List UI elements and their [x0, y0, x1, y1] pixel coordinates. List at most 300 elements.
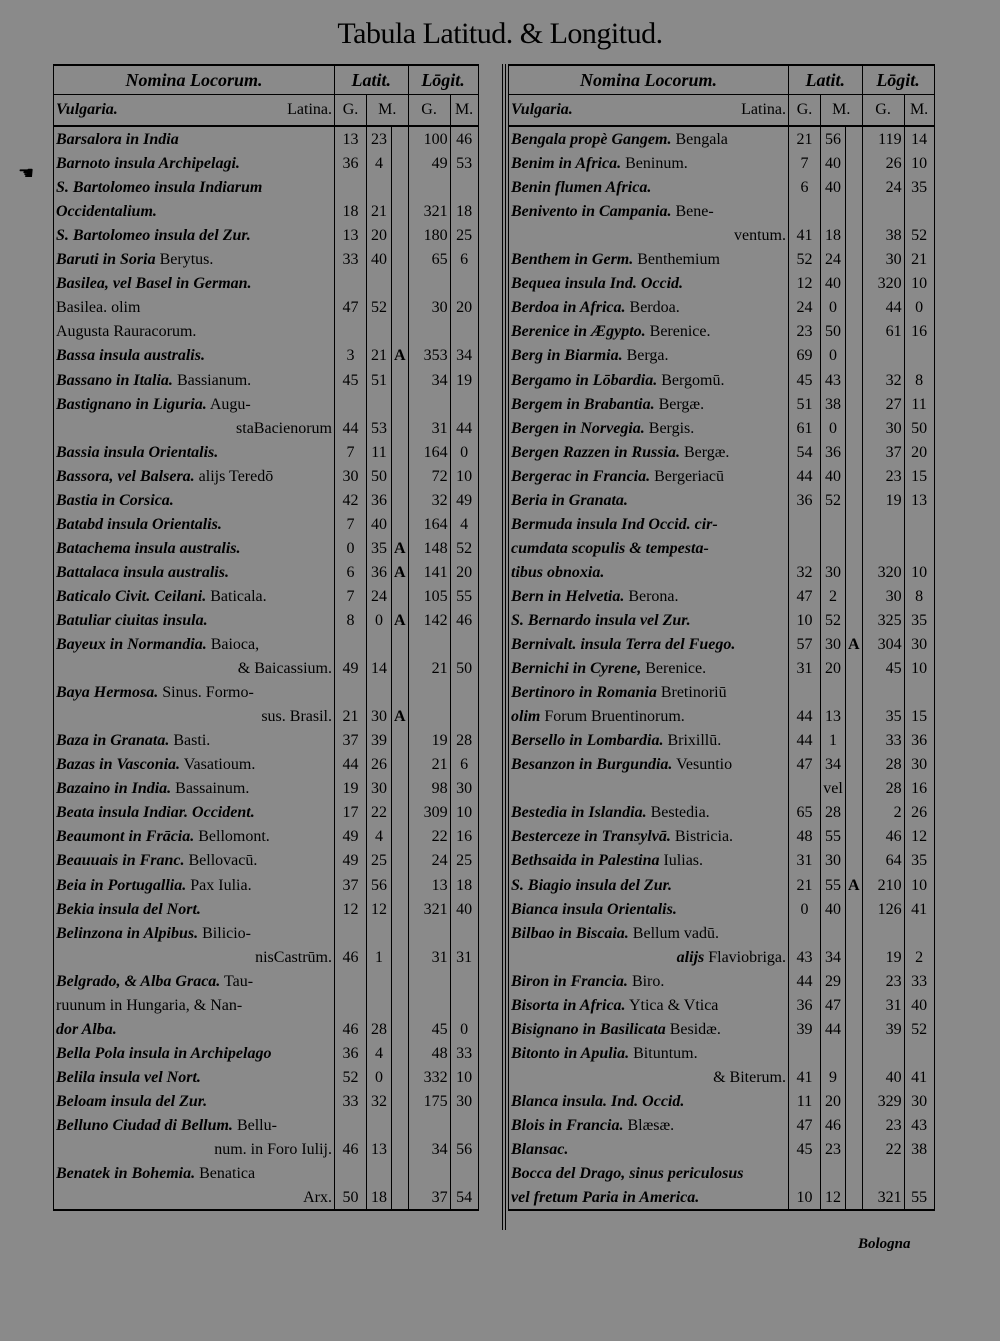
vulgar-name: Beata insula Indiar. Occident. — [56, 804, 255, 822]
place-name-cell — [54, 247, 335, 271]
table-row — [54, 1089, 479, 1113]
lat-minutes: 14 — [367, 656, 392, 680]
lat-degrees — [789, 199, 821, 223]
austral-mark — [392, 945, 409, 969]
austral-mark — [392, 800, 409, 824]
lat-minutes: 30 — [367, 704, 392, 728]
lat-minutes: 39 — [367, 728, 392, 752]
place-name-cell — [509, 319, 789, 343]
table-row — [509, 1017, 935, 1041]
long-minutes: 10 — [904, 872, 934, 896]
lat-minutes — [367, 632, 392, 656]
vulgar-name: Benin flumen Africa. — [511, 179, 652, 197]
header-latit: Latit. — [789, 65, 863, 95]
lat-degrees — [335, 271, 367, 295]
austral-mark — [392, 752, 409, 776]
vulgar-name: Bergerac in Francia. — [511, 467, 651, 485]
vulgar-name: Bazas in Vasconia. — [56, 756, 181, 774]
header-lat-g: G. — [789, 95, 821, 127]
table-row — [509, 1065, 935, 1089]
austral-mark — [392, 584, 409, 608]
table-row — [54, 800, 479, 824]
place-name-cell — [509, 151, 789, 175]
long-degrees: 325 — [862, 608, 904, 632]
lat-degrees: 44 — [335, 752, 367, 776]
place-name-cell — [54, 632, 335, 656]
austral-mark — [392, 247, 409, 271]
right-table — [508, 64, 935, 1211]
austral-mark — [846, 175, 863, 199]
header-long-g: G. — [408, 95, 450, 127]
header-vulgaria: Vulgaria. — [511, 101, 573, 118]
table-row — [54, 824, 479, 848]
place-name-cell — [509, 126, 789, 151]
vulgar-name: Besanzon in Burgundia. — [511, 756, 673, 774]
lat-degrees: 21 — [335, 704, 367, 728]
table-row — [54, 536, 479, 560]
austral-mark: A — [392, 560, 409, 584]
table-row — [509, 199, 935, 223]
austral-mark — [392, 776, 409, 800]
vulgar-name: Beia in Portugallia. — [56, 876, 187, 894]
long-minutes: 30 — [904, 1089, 934, 1113]
vulgar-name: Bengala propè Gangem. — [511, 131, 672, 149]
long-degrees: 309 — [408, 800, 450, 824]
latin-name: Ytica & Vtica — [628, 996, 719, 1014]
vulgar-name: Bisignano in Basilicata — [511, 1020, 666, 1038]
austral-mark — [846, 993, 863, 1017]
vulgar-name: Bazaino in India. — [56, 780, 172, 798]
place-name-cell — [54, 319, 335, 343]
lat-degrees — [335, 1161, 367, 1185]
lat-minutes: 34 — [821, 752, 846, 776]
long-degrees — [862, 1161, 904, 1185]
table-row — [509, 728, 935, 752]
header-lat-m: M. — [367, 95, 409, 127]
austral-mark — [846, 1113, 863, 1137]
coordinates-table — [53, 64, 946, 1230]
long-degrees: 32 — [408, 488, 450, 512]
long-minutes: 2 — [904, 945, 934, 969]
lat-degrees — [789, 1161, 821, 1185]
lat-degrees: 6 — [789, 175, 821, 199]
lat-degrees: 44 — [335, 416, 367, 440]
place-name-cell — [509, 223, 789, 247]
long-minutes: 10 — [450, 1065, 478, 1089]
long-minutes: 0 — [450, 1017, 478, 1041]
lat-minutes: 36 — [367, 488, 392, 512]
place-name-cell — [509, 1137, 789, 1161]
lat-minutes: 36 — [367, 560, 392, 584]
long-minutes — [450, 392, 478, 416]
table-row — [509, 824, 935, 848]
place-name-cell — [54, 800, 335, 824]
lat-degrees: 49 — [335, 824, 367, 848]
long-degrees: 27 — [862, 392, 904, 416]
place-name-cell — [54, 512, 335, 536]
long-minutes: 46 — [450, 126, 478, 151]
lat-minutes: 53 — [367, 416, 392, 440]
place-name-cell — [509, 247, 789, 271]
austral-mark — [392, 1017, 409, 1041]
vulgar-name: S. Bernardo insula vel Zur. — [511, 611, 691, 629]
lat-minutes: 0 — [367, 1065, 392, 1089]
long-degrees: 320 — [862, 560, 904, 584]
lat-minutes: 23 — [367, 126, 392, 151]
long-degrees: 46 — [862, 824, 904, 848]
long-minutes — [904, 1041, 934, 1065]
austral-mark — [846, 776, 863, 800]
latin-name: & Biterum. — [713, 1068, 786, 1086]
latin-name: Bellovacū. — [188, 852, 258, 870]
austral-mark — [846, 367, 863, 391]
place-name-cell — [509, 536, 789, 560]
table-row — [54, 921, 479, 945]
lat-degrees: 21 — [789, 872, 821, 896]
long-degrees: 2 — [862, 800, 904, 824]
lat-minutes: 18 — [367, 1185, 392, 1210]
long-minutes: 10 — [904, 656, 934, 680]
latin-name: Vesuntio — [676, 756, 733, 774]
lat-minutes: 50 — [367, 464, 392, 488]
long-degrees: 21 — [408, 656, 450, 680]
lat-degrees — [789, 680, 821, 704]
long-degrees: 40 — [862, 1065, 904, 1089]
long-minutes: 10 — [450, 800, 478, 824]
austral-mark — [846, 969, 863, 993]
place-name-cell — [54, 680, 335, 704]
vulgar-name: Basilea, vel Basel in German. — [56, 275, 252, 293]
long-degrees: 22 — [408, 824, 450, 848]
long-minutes: 31 — [450, 945, 478, 969]
long-minutes: 0 — [904, 295, 934, 319]
latin-name: Bergomū. — [661, 371, 725, 389]
latin-name: Bene- — [675, 203, 714, 221]
lat-degrees: 50 — [335, 1185, 367, 1210]
long-degrees: 119 — [862, 126, 904, 151]
lat-minutes: 20 — [821, 656, 846, 680]
austral-mark — [392, 440, 409, 464]
long-degrees: 28 — [862, 752, 904, 776]
lat-minutes: 30 — [821, 632, 846, 656]
table-row — [509, 416, 935, 440]
latin-name: Berytus. — [159, 251, 214, 269]
long-minutes: 13 — [904, 488, 934, 512]
long-minutes: 44 — [450, 416, 478, 440]
lat-degrees: 49 — [335, 656, 367, 680]
vulgar-name: Bassora, vel Balsera. — [56, 467, 195, 485]
long-degrees: 31 — [408, 416, 450, 440]
vulgar-name: Besterceze in Transylvā. — [511, 828, 671, 846]
place-name-cell — [54, 367, 335, 391]
place-name-cell — [54, 897, 335, 921]
long-degrees — [408, 921, 450, 945]
lat-minutes: 26 — [367, 752, 392, 776]
long-minutes: 8 — [904, 367, 934, 391]
lat-degrees — [789, 921, 821, 945]
place-name-cell — [54, 1017, 335, 1041]
long-degrees: 23 — [862, 969, 904, 993]
long-degrees: 37 — [862, 440, 904, 464]
place-name-cell — [54, 175, 335, 199]
long-degrees: 329 — [862, 1089, 904, 1113]
place-name-cell — [509, 728, 789, 752]
table-row — [54, 1041, 479, 1065]
austral-mark — [846, 295, 863, 319]
long-degrees: 30 — [862, 584, 904, 608]
lat-minutes: 44 — [821, 1017, 846, 1041]
austral-mark — [392, 295, 409, 319]
vulgar-name: S. Biagio insula del Zur. — [511, 876, 672, 894]
long-minutes: 43 — [904, 1113, 934, 1137]
lat-minutes: 21 — [367, 343, 392, 367]
long-minutes — [904, 343, 934, 367]
lat-minutes: 0 — [821, 343, 846, 367]
lat-minutes: vel — [821, 776, 846, 800]
long-degrees — [408, 969, 450, 993]
lat-degrees — [789, 1041, 821, 1065]
lat-degrees: 45 — [335, 367, 367, 391]
lat-minutes: 36 — [821, 440, 846, 464]
table-row — [54, 440, 479, 464]
austral-mark — [846, 752, 863, 776]
long-minutes: 53 — [450, 151, 478, 175]
table-row — [54, 680, 479, 704]
lat-minutes: 30 — [821, 560, 846, 584]
lat-minutes: 2 — [821, 584, 846, 608]
table-row — [509, 921, 935, 945]
vulgar-name: Bernivalt. insula Terra del Fuego. — [511, 636, 736, 654]
vulgar-name: olim — [511, 708, 541, 726]
lat-minutes — [821, 1041, 846, 1065]
long-degrees: 164 — [408, 440, 450, 464]
table-row — [509, 151, 935, 175]
lat-minutes — [367, 969, 392, 993]
lat-degrees — [335, 680, 367, 704]
latin-name: Bretinoriū — [660, 684, 727, 702]
lat-minutes — [367, 1113, 392, 1137]
lat-degrees — [335, 921, 367, 945]
long-minutes: 30 — [904, 752, 934, 776]
place-name-cell — [54, 536, 335, 560]
place-name-cell — [509, 824, 789, 848]
place-name-cell — [509, 752, 789, 776]
long-degrees: 321 — [408, 897, 450, 921]
pointing-hand-icon: ☚ — [18, 163, 35, 183]
table-row — [54, 1161, 479, 1185]
vulgar-name: Bekia insula del Nort. — [56, 900, 201, 918]
lat-degrees — [789, 512, 821, 536]
table-row — [509, 752, 935, 776]
header-nomina: Nomina Locorum. — [54, 65, 335, 95]
lat-minutes: 52 — [367, 295, 392, 319]
place-name-cell — [54, 969, 335, 993]
header-latina: Latina. — [741, 101, 786, 118]
lat-minutes: 55 — [821, 872, 846, 896]
lat-degrees — [789, 536, 821, 560]
austral-mark — [392, 367, 409, 391]
long-degrees: 38 — [862, 223, 904, 247]
lat-degrees: 47 — [789, 752, 821, 776]
vulgar-name: Belgrado, & Alba Graca. — [56, 972, 221, 990]
latin-name: alijs Teredō — [198, 467, 274, 485]
long-degrees: 23 — [862, 1113, 904, 1137]
table-row — [509, 223, 935, 247]
vulgar-name: Beloam insula del Zur. — [56, 1092, 208, 1110]
vulgar-name: Berenice in Ægypto. — [511, 323, 646, 341]
latin-name: Berenice. — [645, 660, 707, 678]
right-column-table — [508, 64, 946, 1230]
place-name-cell — [509, 1089, 789, 1113]
vulgar-name: Baticalo Civit. Ceilani. — [56, 587, 207, 605]
vulgar-name: Bergamo in Lōbardia. — [511, 371, 658, 389]
lat-degrees: 65 — [789, 800, 821, 824]
lat-degrees: 7 — [789, 151, 821, 175]
table-row — [509, 1185, 935, 1210]
austral-mark — [392, 824, 409, 848]
latin-name: Basti. — [173, 732, 211, 750]
vulgar-name: Bassa insula australis. — [56, 347, 205, 365]
table-row — [509, 1161, 935, 1185]
long-minutes — [450, 993, 478, 1017]
table-row — [509, 392, 935, 416]
table-row — [509, 512, 935, 536]
vulgar-name: Batuliar ciuitas insula. — [56, 611, 208, 629]
lat-degrees: 52 — [789, 247, 821, 271]
latin-name: Bellomont. — [198, 828, 270, 846]
place-name-cell — [509, 993, 789, 1017]
latin-name: Beninum. — [625, 155, 688, 173]
austral-mark — [846, 126, 863, 151]
lat-minutes: 20 — [821, 1089, 846, 1113]
long-minutes: 16 — [450, 824, 478, 848]
long-minutes: 52 — [450, 536, 478, 560]
lat-minutes: 34 — [821, 945, 846, 969]
lat-degrees — [335, 1113, 367, 1137]
austral-mark — [392, 872, 409, 896]
table-row — [509, 440, 935, 464]
austral-mark — [392, 921, 409, 945]
austral-mark — [846, 1161, 863, 1185]
place-name-cell — [54, 848, 335, 872]
latin-name: ruunum in Hungaria, & Nan- — [56, 996, 243, 1014]
place-name-cell — [54, 752, 335, 776]
table-row — [54, 464, 479, 488]
lat-minutes: 38 — [821, 392, 846, 416]
lat-minutes — [821, 1161, 846, 1185]
long-degrees — [862, 680, 904, 704]
latin-name: Bestedia. — [650, 804, 710, 822]
table-row — [54, 392, 479, 416]
latin-name: Bengala — [675, 131, 728, 149]
lat-minutes: 25 — [367, 848, 392, 872]
place-name-cell — [54, 1137, 335, 1161]
long-minutes — [450, 319, 478, 343]
place-name-cell — [54, 584, 335, 608]
table-row — [509, 872, 935, 896]
latin-name: Bellu- — [236, 1116, 277, 1134]
table-row — [54, 897, 479, 921]
place-name-cell — [54, 872, 335, 896]
long-minutes: 14 — [904, 126, 934, 151]
long-degrees: 22 — [862, 1137, 904, 1161]
long-degrees: 37 — [408, 1185, 450, 1210]
long-minutes: 35 — [904, 848, 934, 872]
austral-mark — [392, 512, 409, 536]
lat-degrees: 31 — [789, 848, 821, 872]
table-row — [509, 560, 935, 584]
place-name-cell — [509, 608, 789, 632]
long-degrees: 72 — [408, 464, 450, 488]
place-name-cell — [509, 969, 789, 993]
austral-mark — [846, 440, 863, 464]
vulgar-name: vel fretum Paria in America. — [511, 1189, 700, 1207]
place-name-cell — [509, 295, 789, 319]
long-degrees: 142 — [408, 608, 450, 632]
place-name-cell — [509, 1065, 789, 1089]
table-row — [509, 800, 935, 824]
table-row — [54, 584, 479, 608]
lat-degrees: 19 — [335, 776, 367, 800]
table-row — [509, 680, 935, 704]
place-name-cell — [509, 776, 789, 800]
place-name-cell — [509, 175, 789, 199]
table-row — [509, 175, 935, 199]
lat-degrees: 10 — [789, 608, 821, 632]
austral-mark — [392, 1185, 409, 1210]
table-row — [54, 1137, 479, 1161]
long-degrees: 175 — [408, 1089, 450, 1113]
lat-degrees: 44 — [789, 969, 821, 993]
austral-mark — [846, 1137, 863, 1161]
long-minutes: 28 — [450, 728, 478, 752]
place-name-cell — [54, 704, 335, 728]
place-name-cell — [54, 1185, 335, 1210]
vulgar-name: cumdata scopulis & tempesta- — [511, 539, 709, 557]
vulgar-name: Berg in Biarmia. — [511, 347, 623, 365]
lat-minutes: 4 — [367, 151, 392, 175]
latin-name: Pax Iulia. — [190, 876, 252, 894]
latin-name: Tau- — [224, 972, 254, 990]
lat-degrees: 23 — [789, 319, 821, 343]
lat-minutes: 32 — [367, 1089, 392, 1113]
place-name-cell — [509, 1017, 789, 1041]
header-latit: Latit. — [335, 65, 409, 95]
austral-mark — [392, 392, 409, 416]
place-name-cell — [54, 1041, 335, 1065]
long-minutes: 30 — [450, 776, 478, 800]
table-row — [54, 151, 479, 175]
long-degrees — [408, 319, 450, 343]
lat-minutes: 35 — [367, 536, 392, 560]
latin-name: Blæsæ. — [627, 1116, 675, 1134]
long-minutes: 20 — [450, 295, 478, 319]
austral-mark — [846, 512, 863, 536]
lat-minutes: 40 — [821, 464, 846, 488]
austral-mark — [392, 488, 409, 512]
latin-name: Berona. — [628, 587, 679, 605]
lat-minutes: 0 — [821, 295, 846, 319]
lat-degrees: 3 — [335, 343, 367, 367]
austral-mark — [846, 536, 863, 560]
long-minutes: 46 — [450, 608, 478, 632]
austral-mark — [392, 680, 409, 704]
long-degrees — [408, 1113, 450, 1137]
long-minutes: 10 — [904, 560, 934, 584]
long-degrees — [862, 199, 904, 223]
vulgar-name: Beria in Granata. — [511, 491, 628, 509]
long-degrees: 44 — [862, 295, 904, 319]
